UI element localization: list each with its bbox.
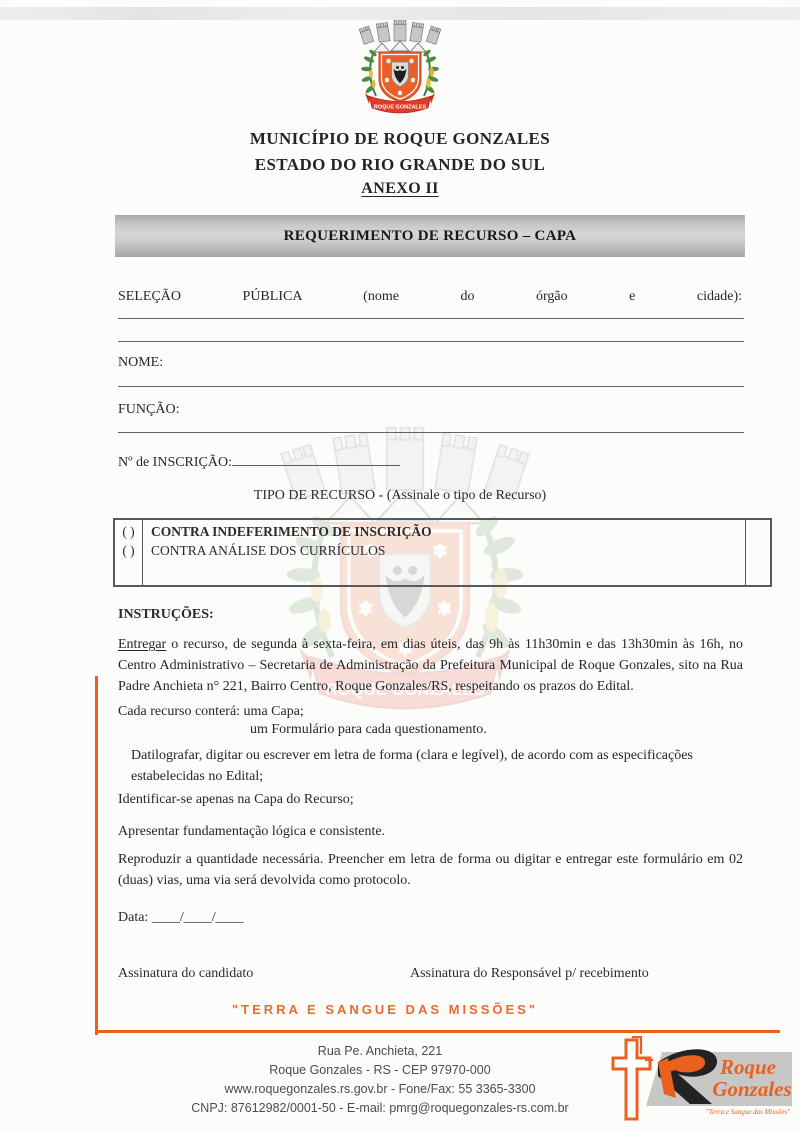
- date-fill-blanks[interactable]: ____/____/____: [151, 910, 244, 925]
- recurso-option-label-0: CONTRA INDEFERIMENTO DE INSCRIÇÃO: [151, 524, 432, 539]
- date-field: [118, 910, 244, 926]
- coat-of-arms-icon: [341, 20, 459, 120]
- instructions-paragraph-2-line1: Cada recurso conterá: uma Capa;: [118, 704, 304, 719]
- inscription-fill-line[interactable]: [232, 450, 400, 466]
- inscription-field-label: Nº de INSCRIÇÃO:: [118, 455, 233, 470]
- instructions-p1-rest: o recurso, de segunda à sexta-feira, em dias úteis, das 9h às 11h30min e das 13h30min às 16h, no Centro Administrativo – Secretaria de Administração da Prefeitura Municipal de Roque Gonzales, sito na Rua Padre Anchieta n° 221, Bairro Centro, Roque Gonzales/RS, respeitando os prazos do Edital.: [118, 637, 743, 694]
- footer-address-line2: Roque Gonzales - RS - CEP 97970-000: [269, 1063, 491, 1077]
- selection-field-label: SELEÇÃO PÚBLICA (nome do órgão e cidade):: [118, 289, 742, 304]
- date-label: Data:: [118, 910, 149, 925]
- instructions-paragraph-2-line2: um Formulário para cada questionamento.: [250, 722, 487, 737]
- orange-frame-horizontal: [95, 1030, 780, 1033]
- orange-frame-vertical: [95, 676, 98, 1035]
- footer-address-block: [110, 1042, 650, 1118]
- motto-text: "TERRA E SANGUE DAS MISSÕES": [231, 1002, 539, 1017]
- recurso-checkbox-column: [115, 520, 143, 585]
- footer-address-line4: CNPJ: 87612982/0001-50 - E-mail: pmrg@roquegonzales-rs.com.br: [191, 1101, 569, 1115]
- selection-fill-line-1[interactable]: [118, 318, 744, 319]
- footer-address-line1: Rua Pe. Anchieta, 221: [317, 1044, 443, 1058]
- logo-text-line2: Gonzales: [712, 1077, 792, 1101]
- function-field-label: FUNÇÃO:: [118, 402, 180, 417]
- recurso-checkbox-1[interactable]: ( ): [122, 543, 135, 558]
- function-fill-line[interactable]: [118, 432, 744, 433]
- scan-artifact-strip: [0, 7, 800, 20]
- name-fill-line[interactable]: [118, 386, 744, 387]
- instructions-paragraph-3: Datilografar, digitar ou escrever em letra de forma (clara e legível), de acordo com as especificações estabelecidas no Edital;: [131, 748, 693, 784]
- document-title: REQUERIMENTO DE RECURSO – CAPA: [283, 228, 577, 244]
- instructions-paragraph-4: Identificar-se apenas na Capa do Recurso;: [118, 792, 354, 807]
- selection-fill-line-2[interactable]: [118, 341, 744, 342]
- header-state: ESTADO DO RIO GRANDE DO SUL: [254, 155, 546, 174]
- header-municipality: MUNICÍPIO DE ROQUE GONZALES: [249, 129, 551, 148]
- inscription-field: [118, 450, 400, 471]
- footer-address-line3: www.roquegonzales.rs.gov.br - Fone/Fax: 55 3365-3300: [224, 1082, 536, 1096]
- recurso-checkbox-0[interactable]: ( ): [122, 524, 135, 539]
- logo-tagline: "Terra e Sangue das Missões": [705, 1108, 791, 1116]
- logo-text-line1: Roque: [719, 1055, 777, 1079]
- recurso-table-end-column: [745, 520, 770, 585]
- instructions-paragraph-1: [118, 634, 743, 697]
- recurso-type-heading: TIPO DE RECURSO - (Assinale o tipo de Recurso): [253, 488, 547, 503]
- document-title-banner: [115, 215, 745, 257]
- instructions-p1-lead: Entregar: [118, 637, 167, 652]
- instructions-heading: INSTRUÇÕES:: [118, 607, 214, 622]
- mission-cross-icon: [613, 1037, 653, 1119]
- instructions-paragraph-5: Apresentar fundamentação lógica e consistente.: [118, 824, 386, 839]
- recurso-type-table: [113, 518, 772, 587]
- city-logo: [602, 1036, 792, 1126]
- recurso-option-label-1: CONTRA ANÁLISE DOS CURRÍCULOS: [151, 543, 386, 558]
- name-field-label: NOME:: [118, 355, 164, 370]
- signature-candidate-label: Assinatura do candidato: [118, 966, 254, 981]
- recurso-label-column: [143, 520, 745, 585]
- header-annex-title: ANEXO II: [361, 180, 439, 197]
- instructions-paragraph-6: Reproduzir a quantidade necessária. Preencher em letra de forma ou digitar e entregar este formulário em 02 (duas) vias, uma via será devolvida como protocolo.: [118, 852, 743, 888]
- signature-receiver-label: Assinatura do Responsável p/ recebimento: [410, 966, 649, 981]
